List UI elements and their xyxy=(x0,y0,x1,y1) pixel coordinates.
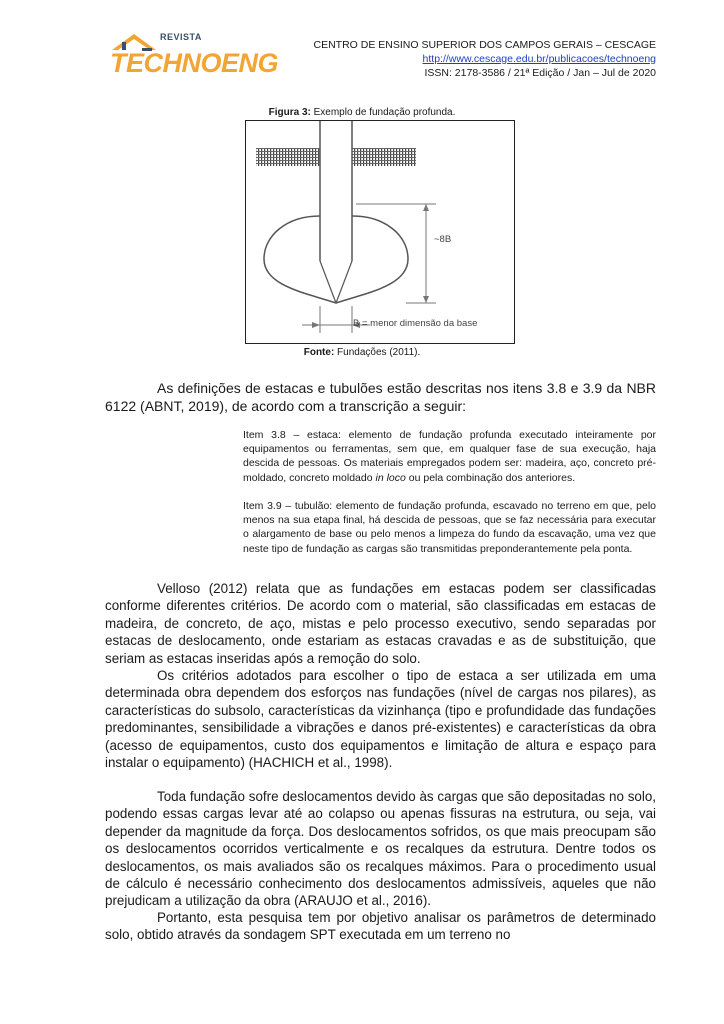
citation-item-3-9: Item 3.9 – tubulão: elemento de fundação profunda, escavado no terreno em que, pelo menos na sua etapa final, há descida de pessoas, que se faz necessária para executar o alargamento de base ou pelo menos a limpeza do fundo da escavação, uma vez que neste tipo de fundação as cargas são transmitidas preponderantemente pela ponta. xyxy=(243,500,656,555)
citation-item-3-8-b: ou pela combinação dos anteriores. xyxy=(405,471,576,484)
figure-source xyxy=(0,347,724,358)
bell-base xyxy=(264,216,408,303)
base-label: B = menor dimensão da base xyxy=(353,318,478,329)
citation-item-3-8-a: Item 3.8 – estaca: elemento de fundação profunda executado inteiramente por equipamentos ou ferramentas, sem que, em qualquer fase de sua execução, haja descida de pessoas. Os materiais empregados podem ser: madeira, aço, concreto pré-moldado, concreto moldado xyxy=(243,429,656,484)
paragraph-velloso: Velloso (2012) relata que as fundações em estacas podem ser classificadas conforme diferentes critérios. De acordo com o material, são classificadas em estacas de madeira, de concreto, de aço, mistas e pelo processo executivo, sendo separadas por estacas de deslocamento, onde estariam as estacas cravadas e as de substituição, que seriam as estacas inseridas após a remoção do solo. xyxy=(105,581,656,666)
figure-source-text: Fundações (2011). xyxy=(334,347,421,358)
issn-line: ISSN: 2178-3586 / 21ª Edição / Jan – Jul de 2020 xyxy=(424,67,656,79)
figure-frame xyxy=(245,120,515,344)
citation-item-3-8-em: in loco xyxy=(375,471,406,484)
soil-hatch-right xyxy=(352,148,416,166)
logo-main-text: TECHNOENG xyxy=(110,48,279,78)
citation-item-3-8 xyxy=(243,428,656,485)
logo-small-text: REVISTA xyxy=(160,32,202,42)
soil-hatch-left xyxy=(256,148,320,166)
figure-caption-label: Figura 3: xyxy=(268,107,311,118)
figure-source-label: Fonte: xyxy=(303,347,335,358)
journal-logo xyxy=(108,30,308,86)
paragraph-displacements: Toda fundação sofre deslocamentos devido às cargas que são depositadas no solo, podendo essas cargas levar até ao colapso ou apenas fissuras na estrutura, ou seja, vai depender da magnitude da força. Dos deslocamentos sofridos, os que mais preocupam são os deslocamentos ocorridos verticalmente e os recalques da estrutura. Dentre todos os deslocamentos, os mais avaliados são os recalques máximos. Para o procedimento usual de cálculo é necessário conhecimento dos deslocamentos admissíveis, aqueles que não prejudicam a utilização da obra (ARAUJO et al., 2016). xyxy=(105,789,656,909)
figure-caption xyxy=(0,107,724,118)
figure-caption-text: Exemplo de fundação profunda. xyxy=(310,107,456,118)
institution-name: CENTRO DE ENSINO SUPERIOR DOS CAMPOS GERAIS – CESCAGE xyxy=(313,39,656,51)
journal-link[interactable]: http://www.cescage.edu.br/publicacoes/technoeng xyxy=(422,53,656,65)
paragraph-objective: Portanto, esta pesquisa tem por objetivo analisar os parâmetros de determinado solo, obtido através da sondagem SPT executada em um terreno no xyxy=(105,910,656,943)
header-info xyxy=(296,38,656,80)
depth-label: ~8B xyxy=(434,234,452,245)
paragraph-criteria: Os critérios adotados para escolher o tipo de estaca a ser utilizada em uma determinada obra dependem dos esforços nas fundações (nível de cargas nos pilares), as características do subsolo, características da vizinhança (tipo e profundidade das fundações predominantes, sensibilidade a vibrações e danos pré-existentes) e características da obra (acesso de equipamentos, custo dos equipamentos e limitação de altura e espaço para instalar o equipamento) (HACHICH et al., 1998). xyxy=(105,668,656,771)
intro-paragraph: As definições de estacas e tubulões estão descritas nos itens 3.8 e 3.9 da NBR 6122 (ABNT, 2019), de acordo com a transcrição a seguir: xyxy=(105,380,656,414)
deep-foundation-diagram xyxy=(246,121,513,342)
